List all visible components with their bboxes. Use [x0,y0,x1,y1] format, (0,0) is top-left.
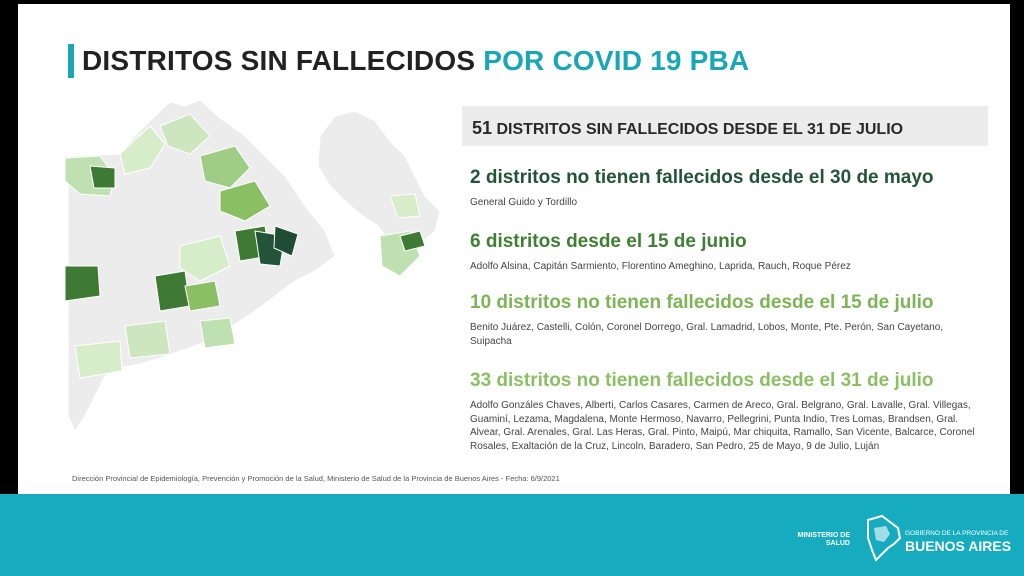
group-15-junio [470,230,985,274]
group-districts: Benito Juárez, Castelli, Colón, Coronel Dorrego, Gral. Lamadrid, Lobos, Monte, Pte. Perón, San Cayetano, Suipacha [470,322,944,347]
summary-number: 51 [472,118,493,138]
map-area-dark-3 [155,271,190,311]
group-heading: 6 distritos desde el 15 de junio [470,231,747,252]
left-frame [0,0,18,576]
group-heading: 2 distritos no tienen fallecidos desde el 30 de mayo [470,167,934,188]
map-amba-shape [318,111,440,248]
group-heading: 33 distritos no tienen fallecidos desde el 31 de julio [470,370,934,391]
right-frame [1010,0,1024,576]
map-area-light-4 [125,321,170,358]
summary-text [472,118,903,139]
gobierno-label: GOBIERNO DE LA PROVINCIA DE [905,530,1009,537]
group-30-mayo [470,166,985,210]
group-31-julio [470,369,985,453]
source-note: Dirección Provincial de Epidemiología, Prevención y Promoción de la Salud, Ministerio de Salud de la Provincia de Buenos Aires - Fecha: 6/9/2021 [72,474,560,483]
provincia-label: BUENOS AIRES [905,538,1012,554]
map-area-light-6 [200,318,235,348]
group-districts: Adolfo Alsina, Capitán Sarmiento, Florentino Ameghino, Laprida, Rauch, Roque Pérez [470,261,851,272]
map-area-dark-1 [90,166,115,188]
map-area-mid-3 [185,281,220,311]
ministerio-label: MINISTERIO DE SALUD [797,532,850,547]
group-districts: General Guido y Tordillo [470,197,578,208]
title-accent: POR COVID 19 PBA [483,45,750,76]
summary-label: DISTRITOS SIN FALLECIDOS DESDE EL 31 DE JULIO [496,121,904,138]
page-title [82,44,749,78]
map-area-light-5 [75,341,122,378]
group-15-julio [470,291,985,348]
title-main: DISTRITOS SIN FALLECIDOS [82,45,476,76]
title-accent-bar [68,44,74,78]
province-logo-icon [864,514,904,562]
province-map [60,96,450,456]
group-districts: Adolfo Gonzáles Chaves, Alberti, Carlos Casares, Carmen de Areco, Gral. Belgrano, Gral. Lavalle, Gral. Villegas, Guaminí, Lezama, Magdalena, Monte Hermoso, Navarro, Pellegrini, Punta Indio, Tres Lomas, Brandsen, Gral. Alvear, Gral. Arenales, Gral. Las Heras, Gral. Pinto, Maipú, Mar chiquita, Ramallo, San Vicente, Balcarce, Coronel Rosales, Exaltación de la Cruz, Lincoln, Baradero, San Pedro, 25 de Mayo, 9 de Julio, Luján [470,400,975,452]
group-heading: 10 distritos no tienen fallecidos desde el 15 de julio [470,292,934,313]
top-frame [0,0,1024,4]
map-area-dark-4 [65,266,100,301]
